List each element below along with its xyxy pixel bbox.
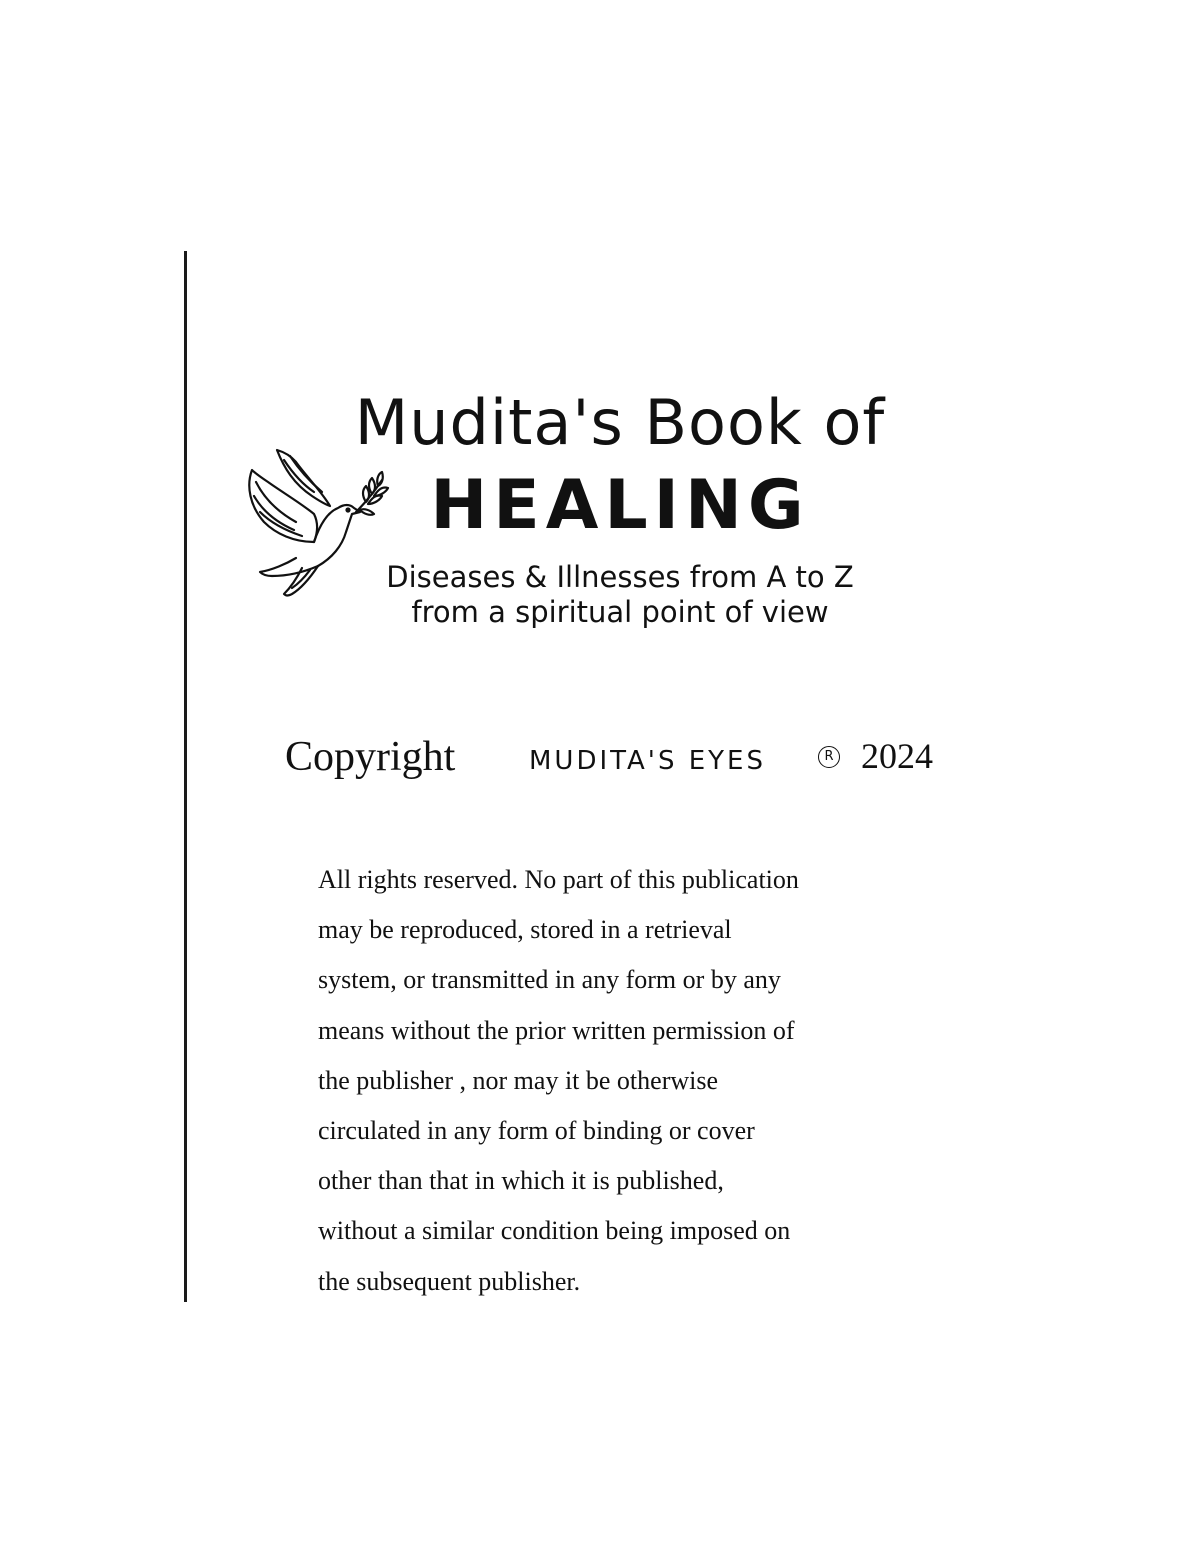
rights-line: may be reproduced, stored in a retrieval [318, 915, 732, 945]
rights-line: system, or transmitted in any form or by any [318, 965, 781, 995]
copyright-label: Copyright [285, 734, 456, 780]
rights-line: All rights reserved. No part of this publication [318, 865, 799, 894]
rights-line: other than that in which it is published, [318, 1166, 724, 1196]
rights-notice [318, 862, 918, 1314]
book-title-line-2: HEALING [430, 466, 810, 545]
copyright-year: 2024 [861, 736, 933, 776]
vertical-divider-line [184, 251, 187, 1302]
book-title-line-1: Mudita's Book of [354, 386, 886, 459]
rights-line: circulated in any form of binding or cover [318, 1115, 755, 1145]
registered-trademark-icon: R [818, 746, 840, 768]
subtitle-line-2: from a spiritual point of view [411, 595, 829, 629]
rights-line: without a similar condition being imposed on [318, 1216, 791, 1246]
rights-line: the publisher , nor may it be otherwise [318, 1065, 719, 1095]
rights-line: the subsequent publisher. [318, 1266, 581, 1296]
rights-line: means without the prior written permission of [318, 1015, 795, 1045]
brand-name: MUDITA'S EYES [529, 746, 766, 776]
subtitle-line-1: Diseases & Illnesses from A to Z [386, 560, 854, 594]
